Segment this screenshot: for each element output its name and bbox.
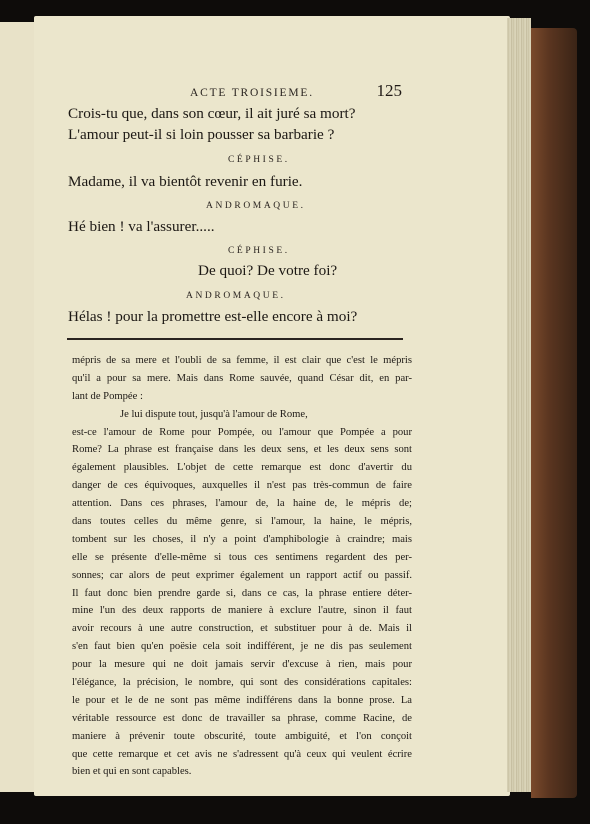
- running-head: ACTE TROISIEME.: [190, 87, 314, 99]
- commentary-line: est-ce l'amour de Rome pour Pompée, ou l'amour que Pompée a pour: [72, 426, 412, 438]
- commentary-line: danger de ces équivoques, auxquelles il n'est pas très-commun de faire: [72, 480, 412, 492]
- verse-line: Madame, il va bientôt revenir en furie.: [68, 173, 303, 190]
- commentary-line: s'en faut bien qu'en poësie cela soit indifférent, je ne dis pas seulement: [72, 641, 412, 653]
- commentary-line: Il faut donc bien prendre garde si, dans ce cas, la phrase entiere déter-: [72, 587, 412, 599]
- quoted-verse: Je lui dispute tout, jusqu'à l'amour de Rome,: [120, 408, 308, 420]
- page-number: 125: [376, 81, 402, 100]
- commentary-line: tombent sur les choses, il n'y a point d'amphibologie à craindre; mais: [72, 533, 412, 545]
- speaker-name: CÉPHISE.: [228, 246, 290, 256]
- verse-line: Hé bien ! va l'assurer.....: [68, 218, 215, 235]
- page-header: [174, 81, 464, 103]
- commentary-line: sonnes; car alors de peut exprimer également un rapport actif ou passif.: [72, 569, 412, 581]
- commentary-line: elle se présente d'elle-même si tous ces sentimens regardent des per-: [72, 551, 412, 563]
- commentary-line: dans toutes celles du même genre, si l'amour, la haine, le mépris,: [72, 516, 412, 528]
- commentary-line: avoir recours à une autre construction, et substituer pour à de. Mais il: [72, 623, 412, 635]
- commentary-line: attention. Dans ces phrases, l'amour de, la haine de, le mépris de;: [72, 498, 412, 510]
- speaker-name: ANDROMAQUE.: [206, 201, 306, 211]
- commentary-line: maniere à prévenir toute obscurité, toute ambiguité, et l'on conçoit: [72, 730, 412, 742]
- commentary-line: l'élégance, la précision, le nombre, qui sont des considérations capitales:: [72, 677, 412, 689]
- commentary-line: mine l'un des deux rapports de maniere à exclure l'autre, sinon il faut: [72, 605, 412, 617]
- verse-line: Hélas ! pour la promettre est-elle encore à moi?: [68, 308, 358, 325]
- section-rule: [67, 338, 403, 340]
- commentary-line: Rome? La phrase est française dans les deux sens, et les deux sens sont: [72, 444, 412, 456]
- commentary-line: lant de Pompée :: [72, 390, 143, 402]
- commentary-line: que cette remarque et cet avis ne s'adressent qu'à ceux qui veulent écrire: [72, 748, 412, 760]
- speaker-name: CÉPHISE.: [228, 155, 290, 165]
- verse-line: L'amour peut-il si loin pousser sa barbarie ?: [68, 126, 335, 143]
- commentary-line: également plausibles. L'objet de cette remarque est donc d'avertir du: [72, 462, 412, 474]
- verse-line: Crois-tu que, dans son cœur, il ait juré sa mort?: [68, 105, 356, 122]
- commentary-line: le pour et le de ne sont pas même indifférens dans la bonne prose. La: [72, 694, 412, 706]
- verse-line: De quoi? De votre foi?: [198, 262, 338, 279]
- commentary-line: mépris de sa mere et l'oubli de sa femme, il est clair que c'est le mépris: [72, 355, 412, 366]
- page-block-edges: [507, 18, 531, 792]
- commentary-line: qu'il a pour sa mere. Mais dans Rome sauvée, quand César dit, en par-: [72, 372, 412, 384]
- facing-page-edge: [0, 22, 35, 792]
- commentary-text: [72, 352, 412, 781]
- speaker-name: ANDROMAQUE.: [186, 291, 286, 301]
- commentary-line: véritable ressource est donc de travailler sa phrase, comme Racine, de: [72, 712, 412, 724]
- book-cover: [531, 28, 577, 798]
- commentary-line: bien et qui en sont capables.: [72, 766, 192, 778]
- commentary-line: pour la mesure qui ne doit jamais servir d'excuse à rien, mais pour: [72, 659, 412, 671]
